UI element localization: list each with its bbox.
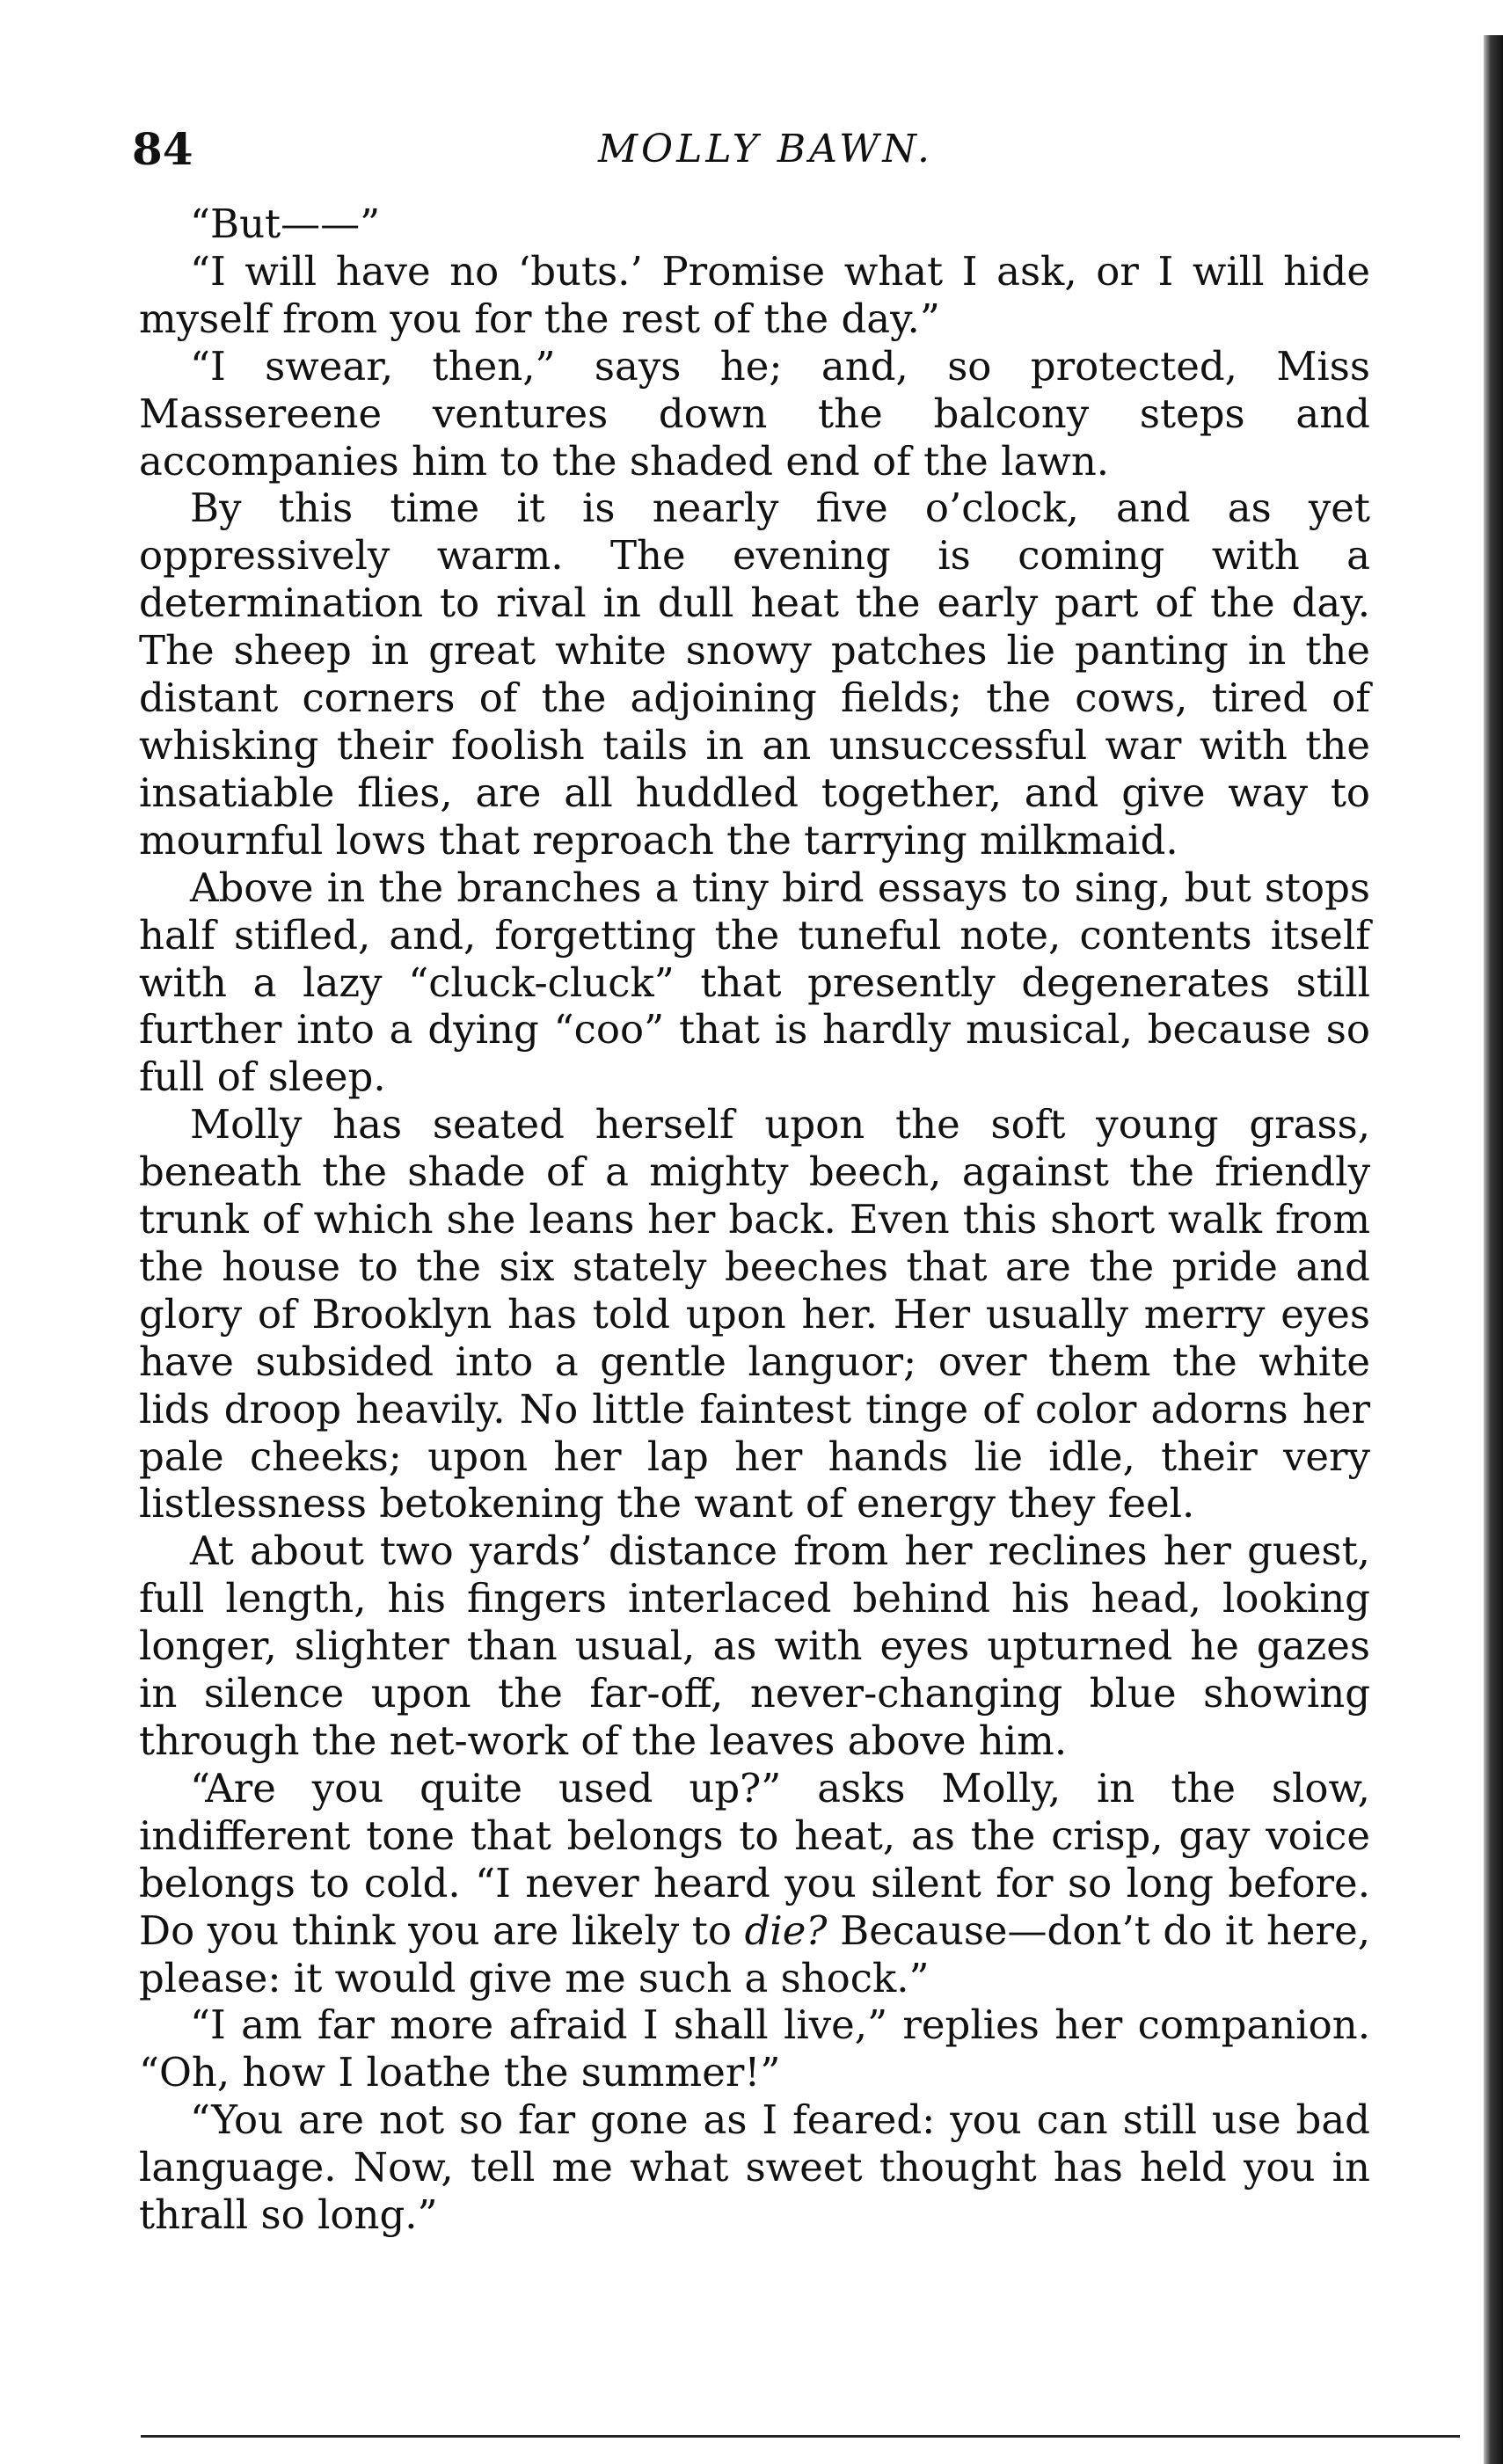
paragraph: “But——” [190,200,381,247]
paragraph: “Are you quite used up?” asks Molly, in the slow, indifferent tone that belongs to heat, as the crisp, gay voice belongs to cold. “I never heard you silent for so long before. Do you think you are likely to die? Because—don’t do it here, please: it would give me such a shock.” [139,1764,1370,2001]
body-text [139,200,1370,2239]
paragraph: “You are not so far gone as I feared: you can still use bad language. Now, tell me what sweet thought has held you in thrall so long.” [139,2096,1370,2239]
paragraph: Molly has seated herself upon the soft young grass, beneath the shade of a mighty beech, against the friendly trunk of which she leans her back. Even this short walk from the house to the six stately beeches that are the pride and glory of Brooklyn has told upon her. Her usually merry eyes have subsided into a gentle languor; over them the white lids droop heavily. No little faintest tinge of color adorns her pale cheeks; upon her lap her hands lie idle, their very listlessness betokening the want of energy they feel. [139,1101,1370,1527]
paragraph: “I will have no ‘buts.’ Promise what I ask, or I will hide myself from you for the rest of the day.” [139,247,1370,342]
paragraph: By this time it is nearly five o’clock, and as yet oppressively warm. The evening is coming with a determination to rival in dull heat the early part of the day. The sheep in great white snowy patches lie panting in the distant corners of the adjoining fields; the cows, tired of whisking their foolish tails in an unsuccessful war with the insatiable flies, are all huddled together, and give way to mournful lows that reproach the tarrying milkmaid. [139,485,1370,864]
paragraph: Above in the branches a tiny bird essays to sing, but stops half stifled, and, forgetting the tuneful note, contents itself with a lazy “cluck-cluck” that presently degenerates still further into a dying “coo” that is hardly musical, because so full of sleep. [139,864,1370,1101]
emphasis: die? [744,1906,828,1954]
paragraph: “I swear, then,” says he; and, so protected, Miss Massereene ventures down the balcony steps and accompanies him to the shaded end of the lawn. [139,342,1370,485]
bottom-rule [141,2435,1460,2438]
binding-edge-shadow [1484,35,1503,2464]
running-title: MOLLY BAWN. [598,127,934,171]
paragraph: “I am far more afraid I shall live,” replies her companion. “Oh, how I loathe the summer!” [139,2001,1370,2096]
page-number: 84 [132,123,193,175]
page-header [132,123,1381,176]
paragraph: At about two yards’ distance from her reclines her guest, full length, his fingers interlaced behind his head, looking longer, slighter than usual, as with eyes upturned he gazes in silence upon the far-off, never-changing blue showing through the net-work of the leaves above him. [139,1527,1370,1764]
